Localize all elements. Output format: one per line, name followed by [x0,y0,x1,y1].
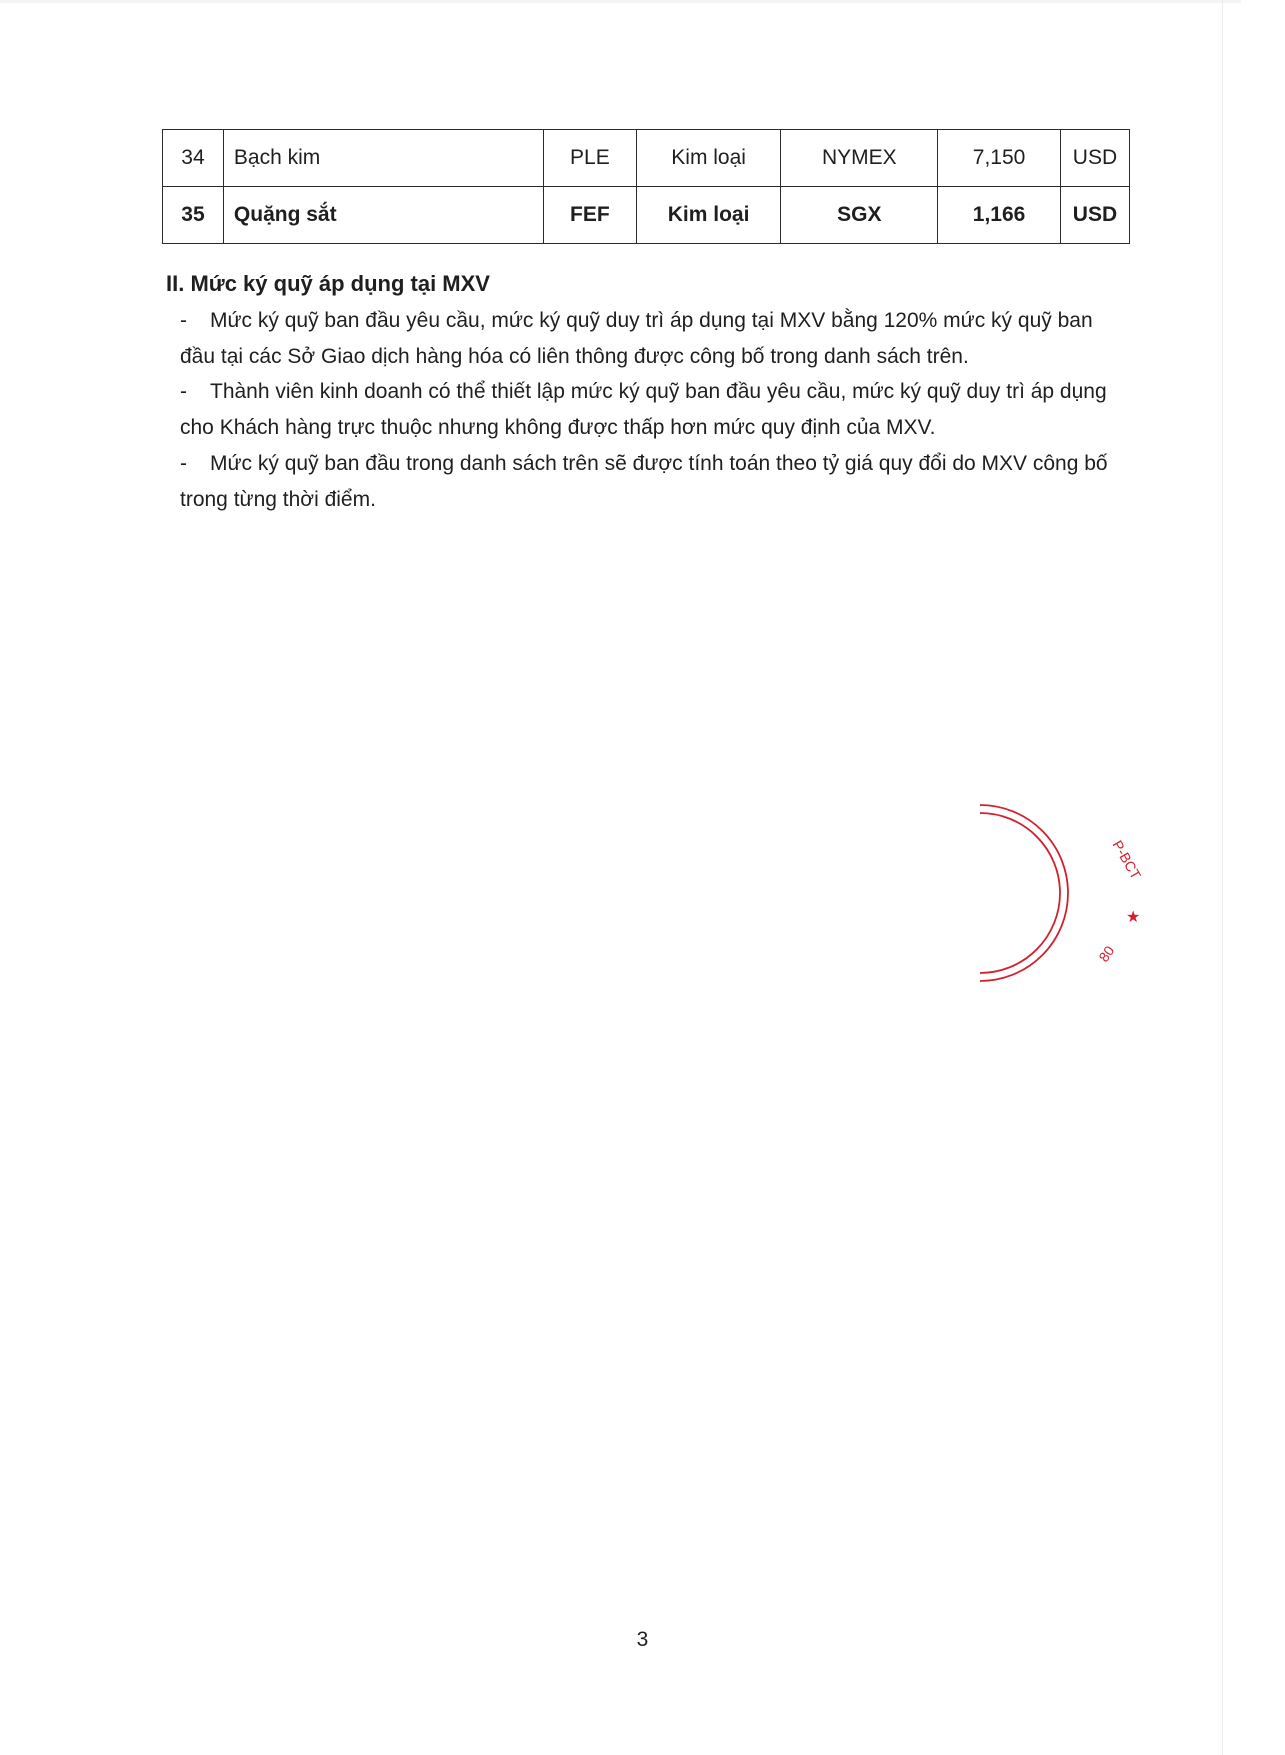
page-top-edge [0,0,1241,3]
row-number: 34 [163,130,224,187]
bullet-dash: - [180,380,187,403]
margin-value: 1,166 [938,187,1061,244]
table-row [163,130,1130,187]
paragraph [180,446,1116,517]
page-number: 3 [636,1628,649,1651]
seal-stamp-graphic [1095,798,1168,988]
commodity-group: Kim loại [636,187,781,244]
exchange: SGX [781,187,938,244]
row-number: 35 [163,187,224,244]
commodity-name: Bạch kim [223,130,543,187]
section-heading: II. Mức ký quỹ áp dụng tại MXV [166,271,490,296]
paragraph [180,374,1116,445]
seal-outer-ring [980,805,1068,981]
currency: USD [1060,187,1129,244]
commodity-code: PLE [543,130,636,187]
bullet-dash: - [180,309,187,332]
table-row [163,187,1130,244]
seal-text-bottom: 80 [1095,942,1118,965]
seal-arcs [980,805,1068,981]
currency: USD [1060,130,1129,187]
commodity-name: Quặng sắt [223,187,543,244]
seal-text-top: P-BCT [1109,837,1145,882]
bullet-dash: - [180,452,187,475]
margin-table [162,129,1130,244]
exchange: NYMEX [781,130,938,187]
page-right-edge [1222,0,1223,1755]
paragraph-text: Mức ký quỹ ban đầu trong danh sách trên sẽ được tính toán theo tỷ giá quy đổi do MXV công bố trong từng thời điểm. [180,452,1108,511]
paragraph-text: Mức ký quỹ ban đầu yêu cầu, mức ký quỹ duy trì áp dụng tại MXV bằng 120% mức ký quỹ ban đầu tại các Sở Giao dịch hàng hóa có liên thông được công bố trong danh sách trên. [180,309,1093,368]
margin-value: 7,150 [938,130,1061,187]
seal-star-icon: ★ [1126,909,1141,926]
commodity-code: FEF [543,187,636,244]
commodity-group: Kim loại [636,130,781,187]
paragraph [180,303,1116,374]
paragraph-text: Thành viên kinh doanh có thể thiết lập mức ký quỹ ban đầu yêu cầu, mức ký quỹ duy trì áp dụng cho Khách hàng trực thuộc nhưng không được thấp hơn mức quy định của MXV. [180,380,1107,439]
seal-stamp [1095,798,1168,988]
seal-lettering [1095,838,1144,965]
